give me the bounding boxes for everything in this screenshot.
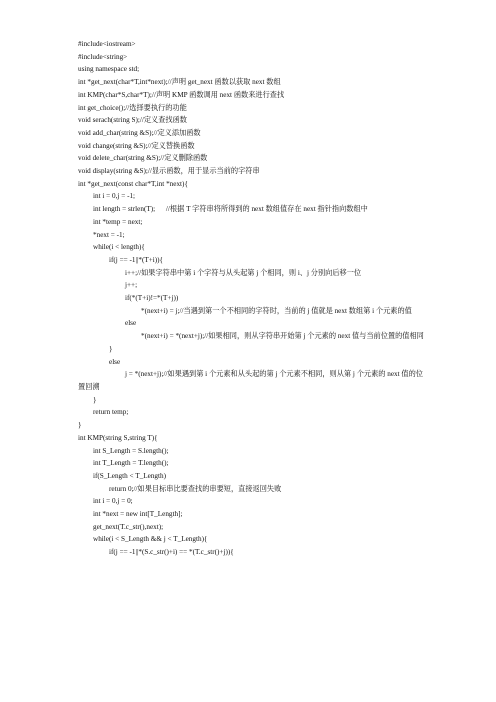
code-line: while(i < S_Length && j < T_Length){ [93,535,208,544]
code-line: void add_char(string &S);//定义添加函数 [78,128,201,137]
code-line: return temp; [93,408,129,417]
code-line: using namespace std; [78,65,140,74]
code-line: *next = -1; [93,230,125,239]
source-code [78,38,428,559]
code-line: void change(string &S);//定义替换函数 [78,141,195,150]
code-line: int KMP(char*S,char*T);//声明 KMP 函数调用 next 函数来进行查找 [78,90,285,99]
code-line: int *get_next(char*T,int*next);//声明 get_next 函数以获取 next 数组 [78,78,281,87]
code-line: int KMP(string S,string T){ [78,433,158,442]
code-line: int get_choice();//选择要执行的功能 [78,103,187,112]
code-line: int T_Length = T.length(); [93,459,169,468]
code-line: } [78,421,82,430]
code-line: int S_Length = S.length(); [93,446,169,455]
code-line: void serach(string S);//定义查找函数 [78,116,187,125]
code-line: else [109,357,121,366]
code-line: int *next = new int[T_Length]; [93,510,183,519]
code-line: i++;//如果字符串中第 i 个字符与从头起第 j 个相同，则 i、j 分别向后移一位 [125,268,362,277]
code-line: #include<iostream> [78,40,136,48]
code-line: void display(string &S);//显示函数，用于显示当前的字符串 [78,167,260,176]
code-line: int *temp = next; [93,217,143,226]
code-line: void delete_char(string &S);//定义删除函数 [78,154,208,163]
code-line: if(j == -1||*(T+i)){ [109,255,164,264]
code-line: j++; [125,281,138,290]
code-line: int length = strlen(T); //根据 T 字符串将所得到的 next 数组值存在 next 指针指向数组中 [93,205,368,214]
code-line: if(*(T+i)!=*(T+j)) [125,294,179,303]
code-line: int *get_next(const char*T,int *next){ [78,179,188,188]
code-line: return 0;//如果目标串比要查找的串要短，直接返回失败 [109,484,282,493]
code-line: } [93,395,97,404]
code-line: if(j == -1||*(S.c_str()+i) == *(T.c_str()+j)){ [109,548,234,557]
code-line: int i = 0,j = 0; [93,497,133,506]
code-line: *(next+i) = j;//当遇到第一个不相同的字符时，当前的 j 值就是 next 数组第 i 个元素的值 [141,306,412,315]
code-line: else [125,319,137,328]
code-line: j = *(next+j);//如果遇到第 i 个元素和从头起的第 j 个元素不相同，则从第 j 个元素的 next 值的位置回溯 [78,370,423,391]
code-line: if(S_Length < T_Length) [93,471,166,480]
code-line: while(i < length){ [93,243,145,252]
code-line: get_next(T.c_str(),next); [93,522,164,531]
code-line: } [109,344,113,353]
code-line: int i = 0,j = -1; [93,192,136,201]
code-line: #include<string> [78,52,128,61]
code-line: *(next+i) = *(next+j);//如果相同，则从字符串开始第 j 个元素的 next 值与当前位置的值相同 [141,332,424,341]
